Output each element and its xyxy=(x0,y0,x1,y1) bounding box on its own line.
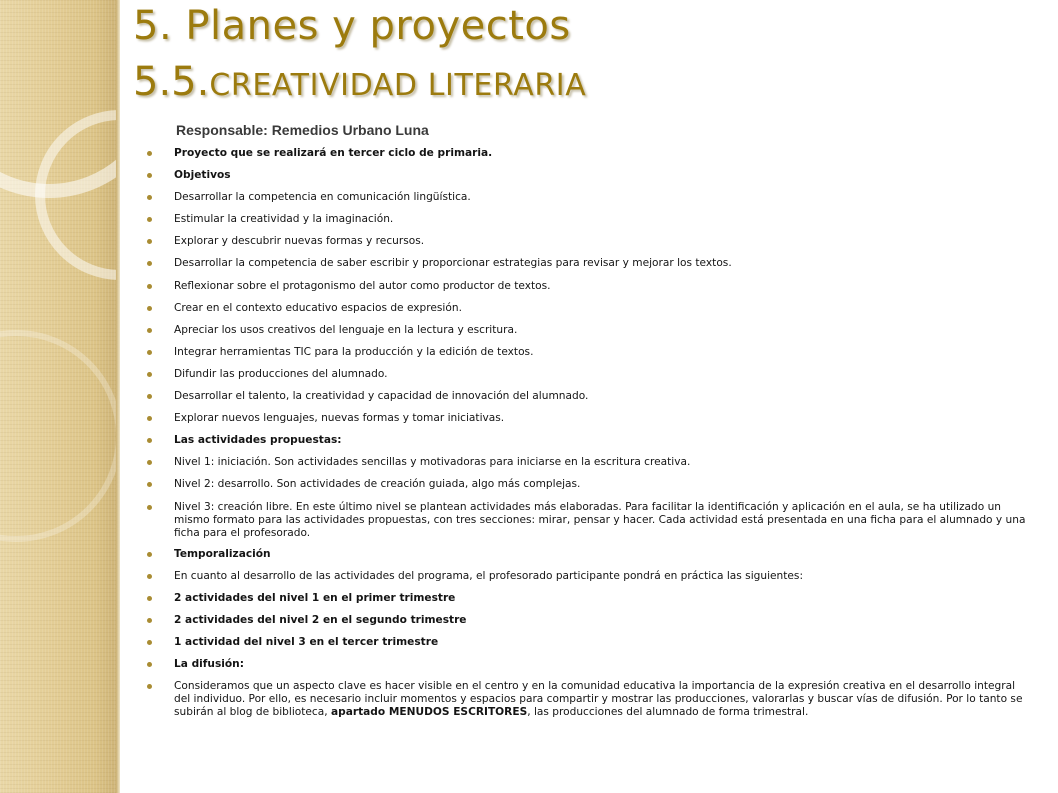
bullet-objective: Explorar y descubrir nuevas formas y recursos. xyxy=(147,235,1027,248)
bullet-timing-term-1: 2 actividades del nivel 1 en el primer trimestre xyxy=(147,592,1027,605)
band-edge-divider xyxy=(116,0,120,793)
diffusion-text-before: Consideramos que un aspecto clave es hacer visible en el centro y en la comunidad educativa la importancia de la expresión creativa en el desarrollo integral del individuo. Por ello, es necesario incluir momentos y espacios para compartir y mostrar las producciones, valorarlas y buscar vías de difusión. Por lo tanto se subirán al blog de biblioteca, xyxy=(174,680,1023,719)
bullet-timing-term-3: 1 actividad del nivel 3 en el tercer trimestre xyxy=(147,636,1027,649)
slide-title xyxy=(133,0,587,105)
title-line-1: 5. Planes y proyectos xyxy=(133,3,571,49)
bullet-objective: Estimular la creatividad y la imaginación. xyxy=(147,213,1027,226)
responsible-label: Responsable: Remedios Urbano Luna xyxy=(176,122,429,138)
decorative-ring xyxy=(0,330,118,542)
decorative-left-band xyxy=(0,0,118,793)
bullet-objective: Desarrollar la competencia en comunicación lingüística. xyxy=(147,191,1027,204)
bullet-objective: Explorar nuevos lenguajes, nuevas formas y tomar iniciativas. xyxy=(147,412,1027,425)
bullet-level-3: Nivel 3: creación libre. En este último nivel se plantean actividades más elaboradas. Para facilitar la identificación y aplicación en el aula, se ha utilizado un mismo formato para las actividades propuestas, con tres secciones: mirar, pensar y hacer. Cada actividad está presentada en una ficha para el alumnado y una ficha para el profesorado. xyxy=(147,501,1027,540)
bullet-objective: Reflexionar sobre el protagonismo del autor como productor de textos. xyxy=(147,280,1027,293)
bullet-objective: Apreciar los usos creativos del lenguaje en la lectura y escritura. xyxy=(147,324,1027,337)
bullet-objective: Difundir las producciones del alumnado. xyxy=(147,368,1027,381)
content-bullet-list xyxy=(147,147,1027,727)
bullet-level-2: Nivel 2: desarrollo. Son actividades de creación guiada, algo más complejas. xyxy=(147,478,1027,491)
diffusion-text-after: , las producciones del alumnado de forma trimestral. xyxy=(527,706,809,719)
title-line-2 xyxy=(133,59,587,105)
bullet-objective: Crear en el contexto educativo espacios de expresión. xyxy=(147,302,1027,315)
bullet-timing-intro: En cuanto al desarrollo de las actividades del programa, el profesorado participante pondrá en práctica las siguientes: xyxy=(147,570,1027,583)
bullet-objective: Desarrollar el talento, la creatividad y capacidad de innovación del alumnado. xyxy=(147,390,1027,403)
bullet-diffusion-text xyxy=(147,680,1027,719)
title-line-2-smallcaps: CREATIVIDAD LITERARIA xyxy=(209,68,587,103)
bullet-activities-heading: Las actividades propuestas: xyxy=(147,434,1027,447)
bullet-objective: Desarrollar la competencia de saber escribir y proporcionar estrategias para revisar y mejorar los textos. xyxy=(147,257,1027,270)
diffusion-text-bold: apartado MENUDOS ESCRITORES xyxy=(330,706,528,719)
bullet-timing-term-2: 2 actividades del nivel 2 en el segundo trimestre xyxy=(147,614,1027,627)
bullet-objective: Integrar herramientas TIC para la producción y la edición de textos. xyxy=(147,346,1027,359)
title-line-2-prefix: 5.5. xyxy=(133,59,210,105)
bullet-timing-heading: Temporalización xyxy=(147,548,1027,561)
bullet-diffusion-heading: La difusión: xyxy=(147,658,1027,671)
bullet-objectives-heading: Objetivos xyxy=(147,169,1027,182)
bullet-project-cycle: Proyecto que se realizará en tercer ciclo de primaria. xyxy=(147,147,1027,160)
bullet-level-1: Nivel 1: iniciación. Son actividades sencillas y motivadoras para iniciarse en la escritura creativa. xyxy=(147,456,1027,469)
